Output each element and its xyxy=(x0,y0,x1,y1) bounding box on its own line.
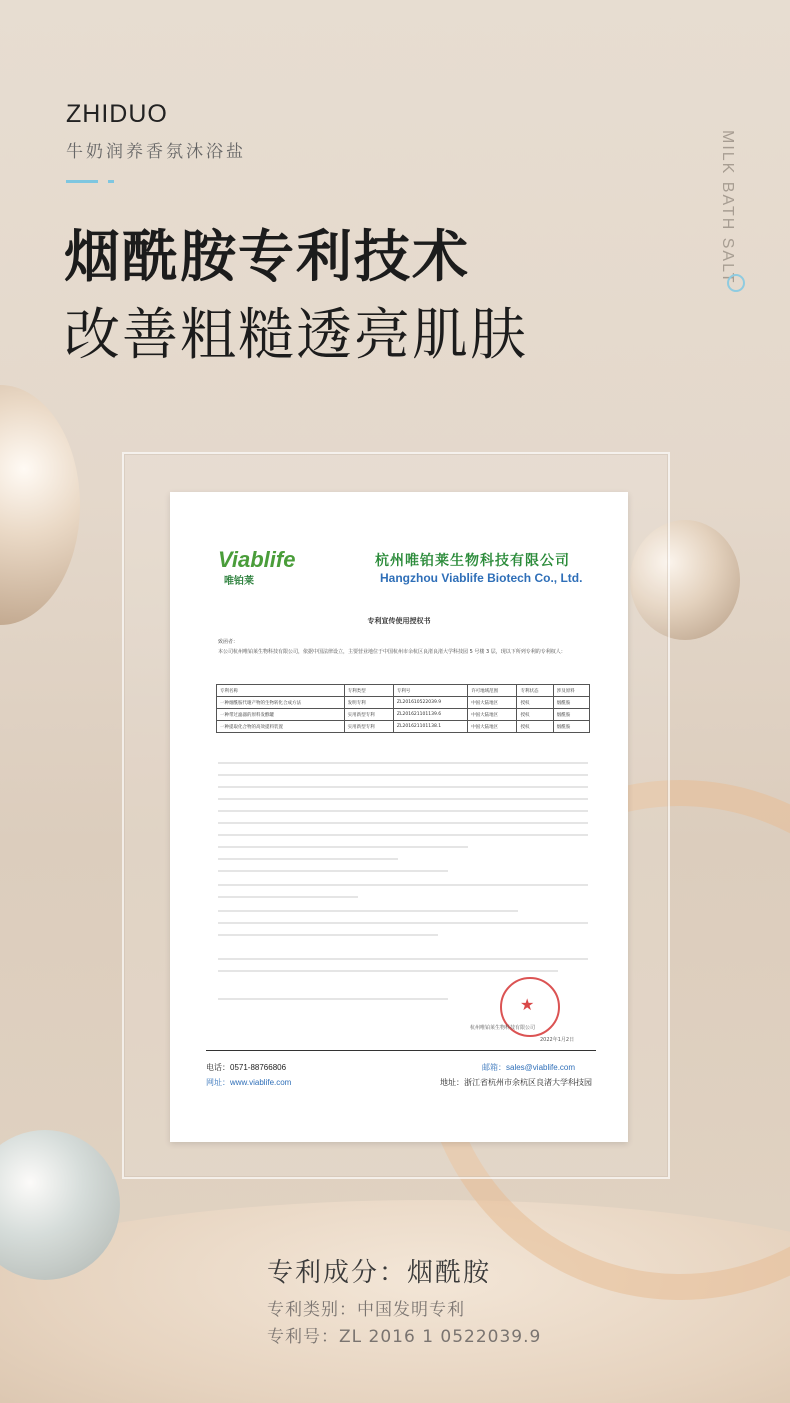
contact-phone: 电话：0571-88766806 xyxy=(206,1063,287,1072)
headline-line-1: 烟酰胺专利技术 xyxy=(64,225,470,290)
seal-star-icon: ★ xyxy=(520,995,535,1014)
footer-divider xyxy=(206,1050,596,1051)
text-line xyxy=(218,786,588,788)
document-intro: 本公司杭州唯铂莱生物科技有限公司，依据中国法律设立，主要营业地位于中国杭州市余杭区良渚良渚大学科技园 5 号楼 3 层，现以下所列专利的专利权人： xyxy=(218,649,566,655)
table-cell: ZL201621101139.6 xyxy=(393,709,467,721)
signature-date: 2022年1月2日 xyxy=(540,1037,575,1043)
text-line xyxy=(218,958,588,960)
text-line xyxy=(218,798,588,800)
document-greeting: 致函者： xyxy=(218,639,239,645)
document-title: 专利宣传使用授权书 xyxy=(367,617,431,625)
accent-dot xyxy=(108,180,114,183)
text-line xyxy=(218,998,448,1000)
table-cell: 授权 xyxy=(517,709,553,721)
text-line xyxy=(218,834,588,836)
table-cell: 一种烟酰胺代谢产物的生物转化合成方法 xyxy=(217,697,345,709)
table-row xyxy=(217,709,590,721)
pearl-sphere-left xyxy=(0,385,80,625)
table-cell: 烟酰胺 xyxy=(553,709,589,721)
patent-category: 专利类别：中国发明专利 xyxy=(267,1300,465,1320)
table-header-cell: 专利号 xyxy=(393,685,467,697)
text-line xyxy=(218,810,588,812)
headline-line-2: 改善粗糙透亮肌肤 xyxy=(64,303,528,368)
text-line xyxy=(218,762,588,764)
table-cell: 中国大陆地区 xyxy=(468,709,517,721)
table-cell: 一种提取化合物的高效提料装置 xyxy=(217,721,345,733)
text-line xyxy=(218,774,588,776)
contact-email: 邮箱：sales@viablife.com xyxy=(482,1063,576,1072)
text-line xyxy=(218,822,588,824)
text-line xyxy=(218,934,438,936)
text-line xyxy=(218,896,358,898)
table-cell: 烟酰胺 xyxy=(553,697,589,709)
table-cell: ZL201621101138.1 xyxy=(393,721,467,733)
patent-authorization-document xyxy=(170,492,628,1142)
patent-number: 专利号：ZL 2016 1 0522039.9 xyxy=(267,1327,542,1347)
table-cell: ZL201610522039.9 xyxy=(393,697,467,709)
table-cell: 实用新型专利 xyxy=(344,721,393,733)
contact-website: 网址：www.viablife.com xyxy=(206,1078,292,1087)
vertical-product-label: MILK BATH SALT xyxy=(719,130,736,285)
accent-dash xyxy=(66,180,98,183)
brand-name: ZHIDUO xyxy=(66,100,168,128)
table-cell: 中国大陆地区 xyxy=(468,697,517,709)
table-cell: 一种带过滤器的原料发酵罐 xyxy=(217,709,345,721)
circle-icon xyxy=(727,274,745,292)
table-header-cell: 许可地域范围 xyxy=(468,685,517,697)
table-header-row xyxy=(217,685,590,697)
table-header-cell: 涉及原料 xyxy=(553,685,589,697)
contact-address: 地址：浙江省杭州市余杭区良渚大学科技园 xyxy=(440,1078,592,1087)
viablife-logo-cn: 唯铂莱 xyxy=(224,576,254,587)
text-line xyxy=(218,846,468,848)
table-cell: 烟酰胺 xyxy=(553,721,589,733)
text-line xyxy=(218,884,588,886)
table-cell: 实用新型专利 xyxy=(344,709,393,721)
table-cell: 授权 xyxy=(517,721,553,733)
table-header-cell: 专利类型 xyxy=(344,685,393,697)
table-header-cell: 专利状态 xyxy=(517,685,553,697)
text-line xyxy=(218,858,398,860)
text-line xyxy=(218,910,518,912)
patent-table xyxy=(216,684,590,733)
viablife-logo: Viablife xyxy=(218,547,296,572)
patent-ingredient-title: 专利成分：烟酰胺 xyxy=(267,1258,492,1288)
table-row xyxy=(217,697,590,709)
table-cell: 发明专利 xyxy=(344,697,393,709)
company-name-en: Hangzhou Viablife Biotech Co., Ltd. xyxy=(380,571,583,585)
text-line xyxy=(218,970,558,972)
company-name-cn: 杭州唯铂莱生物科技有限公司 xyxy=(375,553,570,569)
table-header-cell: 专利名称 xyxy=(217,685,345,697)
table-row xyxy=(217,721,590,733)
text-line xyxy=(218,870,448,872)
table-cell: 授权 xyxy=(517,697,553,709)
product-subtitle: 牛奶润养香氛沐浴盐 xyxy=(66,142,246,162)
table-cell: 中国大陆地区 xyxy=(468,721,517,733)
text-line xyxy=(218,922,588,924)
signature-company: 杭州唯铂莱生物科技有限公司 xyxy=(470,1025,536,1031)
